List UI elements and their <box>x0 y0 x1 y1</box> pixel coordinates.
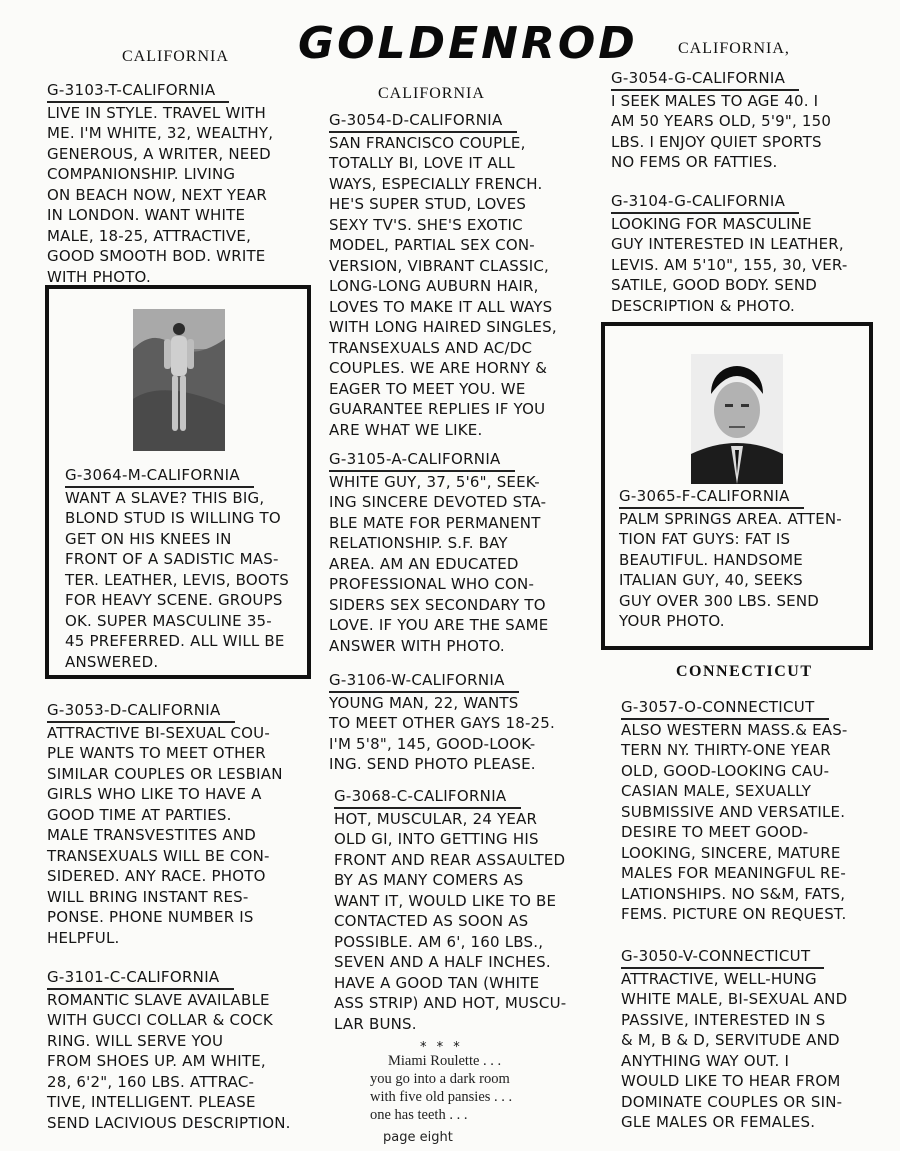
ad-line: TOTALLY BI, LOVE IT ALL <box>329 154 515 172</box>
ad-line: ME. I'M WHITE, 32, WEALTHY, <box>47 124 274 142</box>
ad-line: PASSIVE, INTERESTED IN S <box>621 1010 826 1029</box>
ad-line: MALES FOR MEANINGFUL RE- <box>621 864 846 882</box>
filler-stars: * * * <box>420 1040 463 1055</box>
ad-line: ARE WHAT WE LIKE. <box>329 420 483 439</box>
ad-line: WAYS, ESPECIALLY FRENCH. <box>329 174 543 193</box>
ad-line: ITALIAN GUY, 40, SEEKS <box>619 571 803 589</box>
ad-body <box>329 472 589 657</box>
ad-line: GIRLS WHO LIKE TO HAVE A <box>47 785 262 803</box>
ad-line: LAR BUNS. <box>334 1014 417 1033</box>
ad-line: LONG-LONG AUBURN HAIR, <box>329 277 539 295</box>
ad-line: OLD GI, INTO GETTING HIS <box>334 830 539 848</box>
ad-line: OLD, GOOD-LOOKING CAU- <box>621 761 830 780</box>
filler-line: with five old pansies . . . <box>370 1089 513 1105</box>
ad-line: GUY OVER 300 LBS. SEND <box>619 591 820 610</box>
ad-line: SATILE, GOOD BODY. SEND <box>611 276 818 294</box>
ad-line: ATTRACTIVE BI-SEXUAL COU- <box>47 723 270 742</box>
ad-code: G-3054-D-CALIFORNIA <box>329 110 517 133</box>
ad-line: PROFESSIONAL WHO CON- <box>329 575 535 593</box>
ad-line: WANT A SLAVE? THIS BIG, <box>65 488 265 507</box>
header-right-state: CALIFORNIA, <box>678 40 790 57</box>
ad-line: GOOD SMOOTH BOD. WRITE <box>47 247 266 265</box>
ad-line: ATTRACTIVE, WELL-HUNG <box>621 969 817 988</box>
ad-line: CONTACTED AS SOON AS <box>334 912 529 930</box>
ad-body <box>619 509 865 632</box>
ad-line: YOUNG MAN, 22, WANTS <box>329 693 519 712</box>
ad-line: GLE MALES OR FEMALES. <box>621 1113 816 1131</box>
ad-line: BEAUTIFUL. HANDSOME <box>619 550 803 569</box>
ad-body <box>329 133 589 441</box>
ad-line: 28, 6'2", 160 LBS. ATTRAC- <box>47 1072 255 1091</box>
ad-code: G-3057-O-CONNECTICUT <box>621 697 829 720</box>
ad-line: I SEEK MALES TO AGE 40. I <box>611 91 819 110</box>
ad-line: HELPFUL. <box>47 928 120 947</box>
ad-g3101 <box>47 967 309 1133</box>
ad-line: TO MEET OTHER GAYS 18-25. <box>329 714 556 732</box>
ad-line: GET ON HIS KNEES IN <box>65 529 232 548</box>
ad-line: TIVE, INTELLIGENT. PLEASE <box>47 1093 256 1111</box>
page-number: page eight <box>383 1130 453 1145</box>
ad-code: G-3068-C-CALIFORNIA <box>334 786 521 809</box>
ad-code: G-3065-F-CALIFORNIA <box>619 486 804 509</box>
ad-code: G-3105-A-CALIFORNIA <box>329 449 515 472</box>
ad-line: FRONT AND REAR ASSAULTED <box>334 850 566 869</box>
ad-line: MALE, 18-25, ATTRACTIVE, <box>47 226 252 245</box>
ad-line: ON BEACH NOW, NEXT YEAR <box>47 185 268 204</box>
ad-line: SEND LACIVIOUS DESCRIPTION. <box>47 1113 291 1132</box>
ad-g3106 <box>329 670 589 775</box>
ad-line: FRONT OF A SADISTIC MAS- <box>65 550 279 568</box>
ad-body <box>611 214 871 317</box>
ad-g3053 <box>47 700 297 948</box>
ad-code: G-3054-G-CALIFORNIA <box>611 68 799 91</box>
ad-line: WILL BRING INSTANT RES- <box>47 887 249 906</box>
ad-line: RELATIONSHIP. S.F. BAY <box>329 534 508 552</box>
ad-body <box>334 809 594 1035</box>
ad-g3104 <box>611 191 871 316</box>
ad-code: G-3101-C-CALIFORNIA <box>47 967 234 990</box>
ad-body <box>65 488 303 673</box>
ad-line: ASS STRIP) AND HOT, MUSCU- <box>334 994 567 1012</box>
ad-g3105 <box>329 449 589 656</box>
ad-line: ANSWERED. <box>65 652 159 671</box>
ad-line: MODEL, PARTIAL SEX CON- <box>329 236 535 254</box>
ad-code: G-3050-V-CONNECTICUT <box>621 946 824 969</box>
ad-line: HOT, MUSCULAR, 24 YEAR <box>334 809 538 828</box>
ad-line: HAVE A GOOD TAN (WHITE <box>334 973 540 992</box>
ad-line: SAN FRANCISCO COUPLE, <box>329 133 526 152</box>
section-heading-connecticut: CONNECTICUT <box>676 663 813 680</box>
filler-line: Miami Roulette . . . <box>388 1053 502 1069</box>
ad-line: GENEROUS, A WRITER, NEED <box>47 144 271 163</box>
ad-line: SEVEN AND A HALF INCHES. <box>334 953 551 971</box>
ad-line: DOMINATE COUPLES OR SIN- <box>621 1092 843 1111</box>
ad-line: POSSIBLE. AM 6', 160 LBS., <box>334 932 544 951</box>
filler-line: one has teeth . . . <box>370 1107 468 1123</box>
ad-line: ROMANTIC SLAVE AVAILABLE <box>47 990 270 1009</box>
ad-line: EAGER TO MEET YOU. WE <box>329 379 526 398</box>
filler-joke <box>370 1052 570 1124</box>
ad-line: NO FEMS OR FATTIES. <box>611 153 778 171</box>
ad-line: SIMILAR COUPLES OR LESBIAN <box>47 764 283 783</box>
ad-line: & M, B & D, SERVITUDE AND <box>621 1031 840 1049</box>
ad-line: WHITE GUY, 37, 5'6", SEEK- <box>329 472 540 491</box>
ad-line: ANSWER WITH PHOTO. <box>329 636 505 655</box>
ad-line: HE'S SUPER STUD, LOVES <box>329 195 527 213</box>
ad-line: ALSO WESTERN MASS.& EAS- <box>621 720 848 739</box>
ad-line: PLE WANTS TO MEET OTHER <box>47 744 266 762</box>
ad-code: G-3064-M-CALIFORNIA <box>65 465 254 488</box>
ad-line: OK. SUPER MASCULINE 35- <box>65 611 272 630</box>
ad-line: GUARANTEE REPLIES IF YOU <box>329 400 546 418</box>
ad-line: LOOKING FOR MASCULINE <box>611 214 812 233</box>
ad-line: COMPANIONSHIP. LIVING <box>47 165 236 183</box>
ad-body <box>329 693 589 775</box>
ad-code: G-3104-G-CALIFORNIA <box>611 191 799 214</box>
ad-g3103 <box>47 80 297 287</box>
ad-line: SIDERS SEX SECONDARY TO <box>329 595 546 614</box>
ad-line: BLOND STUD IS WILLING TO <box>65 509 281 527</box>
ad-line: IN LONDON. WANT WHITE <box>47 206 246 224</box>
filler-line: you go into a dark room <box>370 1071 510 1087</box>
ad-g3050 <box>621 946 881 1133</box>
ad-line: TION FAT GUYS: FAT IS <box>619 530 791 548</box>
ad-line: DESIRE TO MEET GOOD- <box>621 823 809 841</box>
ad-line: 45 PREFERRED. ALL WILL BE <box>65 632 285 650</box>
ad-line: TRANSEXUALS WILL BE CON- <box>47 846 270 865</box>
ad-line: WITH LONG HAIRED SINGLES, <box>329 318 557 336</box>
ad-line: PALM SPRINGS AREA. ATTEN- <box>619 509 842 528</box>
ad-line: TRANSEXUALS AND AC/DC <box>329 338 533 357</box>
ad-line: YOUR PHOTO. <box>619 612 725 630</box>
header-left-state: CALIFORNIA <box>122 48 229 65</box>
ad-line: LOVE. IF YOU ARE THE SAME <box>329 616 549 634</box>
ad-line: ANYTHING WAY OUT. I <box>621 1051 790 1070</box>
ad-line: PONSE. PHONE NUMBER IS <box>47 908 254 926</box>
ad-body <box>611 91 861 173</box>
ad-body <box>47 103 297 288</box>
masthead-title: GOLDENROD <box>298 18 638 69</box>
ad-code: G-3106-W-CALIFORNIA <box>329 670 519 693</box>
ad-g3065 <box>619 486 865 632</box>
ad-line: TER. LEATHER, LEVIS, BOOTS <box>65 570 289 589</box>
ad-line: LOOKING, SINCERE, MATURE <box>621 843 841 862</box>
ad-g3068 <box>334 786 594 1034</box>
ad-line: COUPLES. WE ARE HORNY & <box>329 359 548 377</box>
ad-line: AREA. AM AN EDUCATED <box>329 554 519 573</box>
ad-code: G-3053-D-CALIFORNIA <box>47 700 235 723</box>
ad-line: RING. WILL SERVE YOU <box>47 1031 224 1050</box>
ad-line: ING SINCERE DEVOTED STA- <box>329 493 547 511</box>
ad-line: I'M 5'8", 145, GOOD-LOOK- <box>329 734 536 753</box>
ad-line: LOVES TO MAKE IT ALL WAYS <box>329 297 553 316</box>
ad-g3057 <box>621 697 881 925</box>
ad-line: ING. SEND PHOTO PLEASE. <box>329 755 536 773</box>
ad-body <box>621 969 881 1133</box>
ad-code: G-3103-T-CALIFORNIA <box>47 80 229 103</box>
ad-line: SUBMISSIVE AND VERSATILE. <box>621 802 846 821</box>
ad-line: TERN NY. THIRTY-ONE YEAR <box>621 741 831 759</box>
ad-line: GUY INTERESTED IN LEATHER, <box>611 235 844 253</box>
ad-line: LBS. I ENJOY QUIET SPORTS <box>611 132 822 151</box>
photo-ad-box-g3064 <box>45 285 311 679</box>
ad-body <box>47 723 297 949</box>
ad-g3054-d <box>329 110 589 440</box>
ad-line: WOULD LIKE TO HEAR FROM <box>621 1072 841 1090</box>
ad-g3054-g <box>611 68 861 173</box>
ad-line: LIVE IN STYLE. TRAVEL WITH <box>47 103 266 122</box>
ad-line: SIDERED. ANY RACE. PHOTO <box>47 867 266 885</box>
photo-ad-box-g3065 <box>601 322 873 650</box>
ad-line: WITH GUCCI COLLAR & COCK <box>47 1011 273 1029</box>
ad-line: SEXY TV'S. SHE'S EXOTIC <box>329 215 523 234</box>
ad-line: MALE TRANSVESTITES AND <box>47 826 256 844</box>
ad-line: DESCRIPTION & PHOTO. <box>611 296 796 315</box>
ad-line: AM 50 YEARS OLD, 5'9", 150 <box>611 112 832 130</box>
photo-portrait-man <box>691 354 783 484</box>
ad-line: CASIAN MALE, SEXUALLY <box>621 782 812 800</box>
ad-body <box>621 720 881 925</box>
ad-line: WHITE MALE, BI-SEXUAL AND <box>621 990 848 1008</box>
photo-standing-man <box>133 309 225 451</box>
ad-line: WITH PHOTO. <box>47 267 151 286</box>
ad-line: LATIONSHIPS. NO S&M, FATS, <box>621 884 846 903</box>
ad-line: FEMS. PICTURE ON REQUEST. <box>621 905 847 923</box>
ad-line: FROM SHOES UP. AM WHITE, <box>47 1052 266 1070</box>
ad-line: FOR HEAVY SCENE. GROUPS <box>65 591 283 609</box>
ad-line: WANT IT, WOULD LIKE TO BE <box>334 891 557 910</box>
ad-line: GOOD TIME AT PARTIES. <box>47 805 232 824</box>
ad-g3064 <box>65 465 303 672</box>
ad-line: BY AS MANY COMERS AS <box>334 871 524 889</box>
ad-line: VERSION, VIBRANT CLASSIC, <box>329 256 550 275</box>
ad-line: BLE MATE FOR PERMANENT <box>329 513 541 532</box>
ad-line: LEVIS. AM 5'10", 155, 30, VER- <box>611 255 848 274</box>
ad-body <box>47 990 309 1134</box>
header-middle-state: CALIFORNIA <box>378 85 485 102</box>
